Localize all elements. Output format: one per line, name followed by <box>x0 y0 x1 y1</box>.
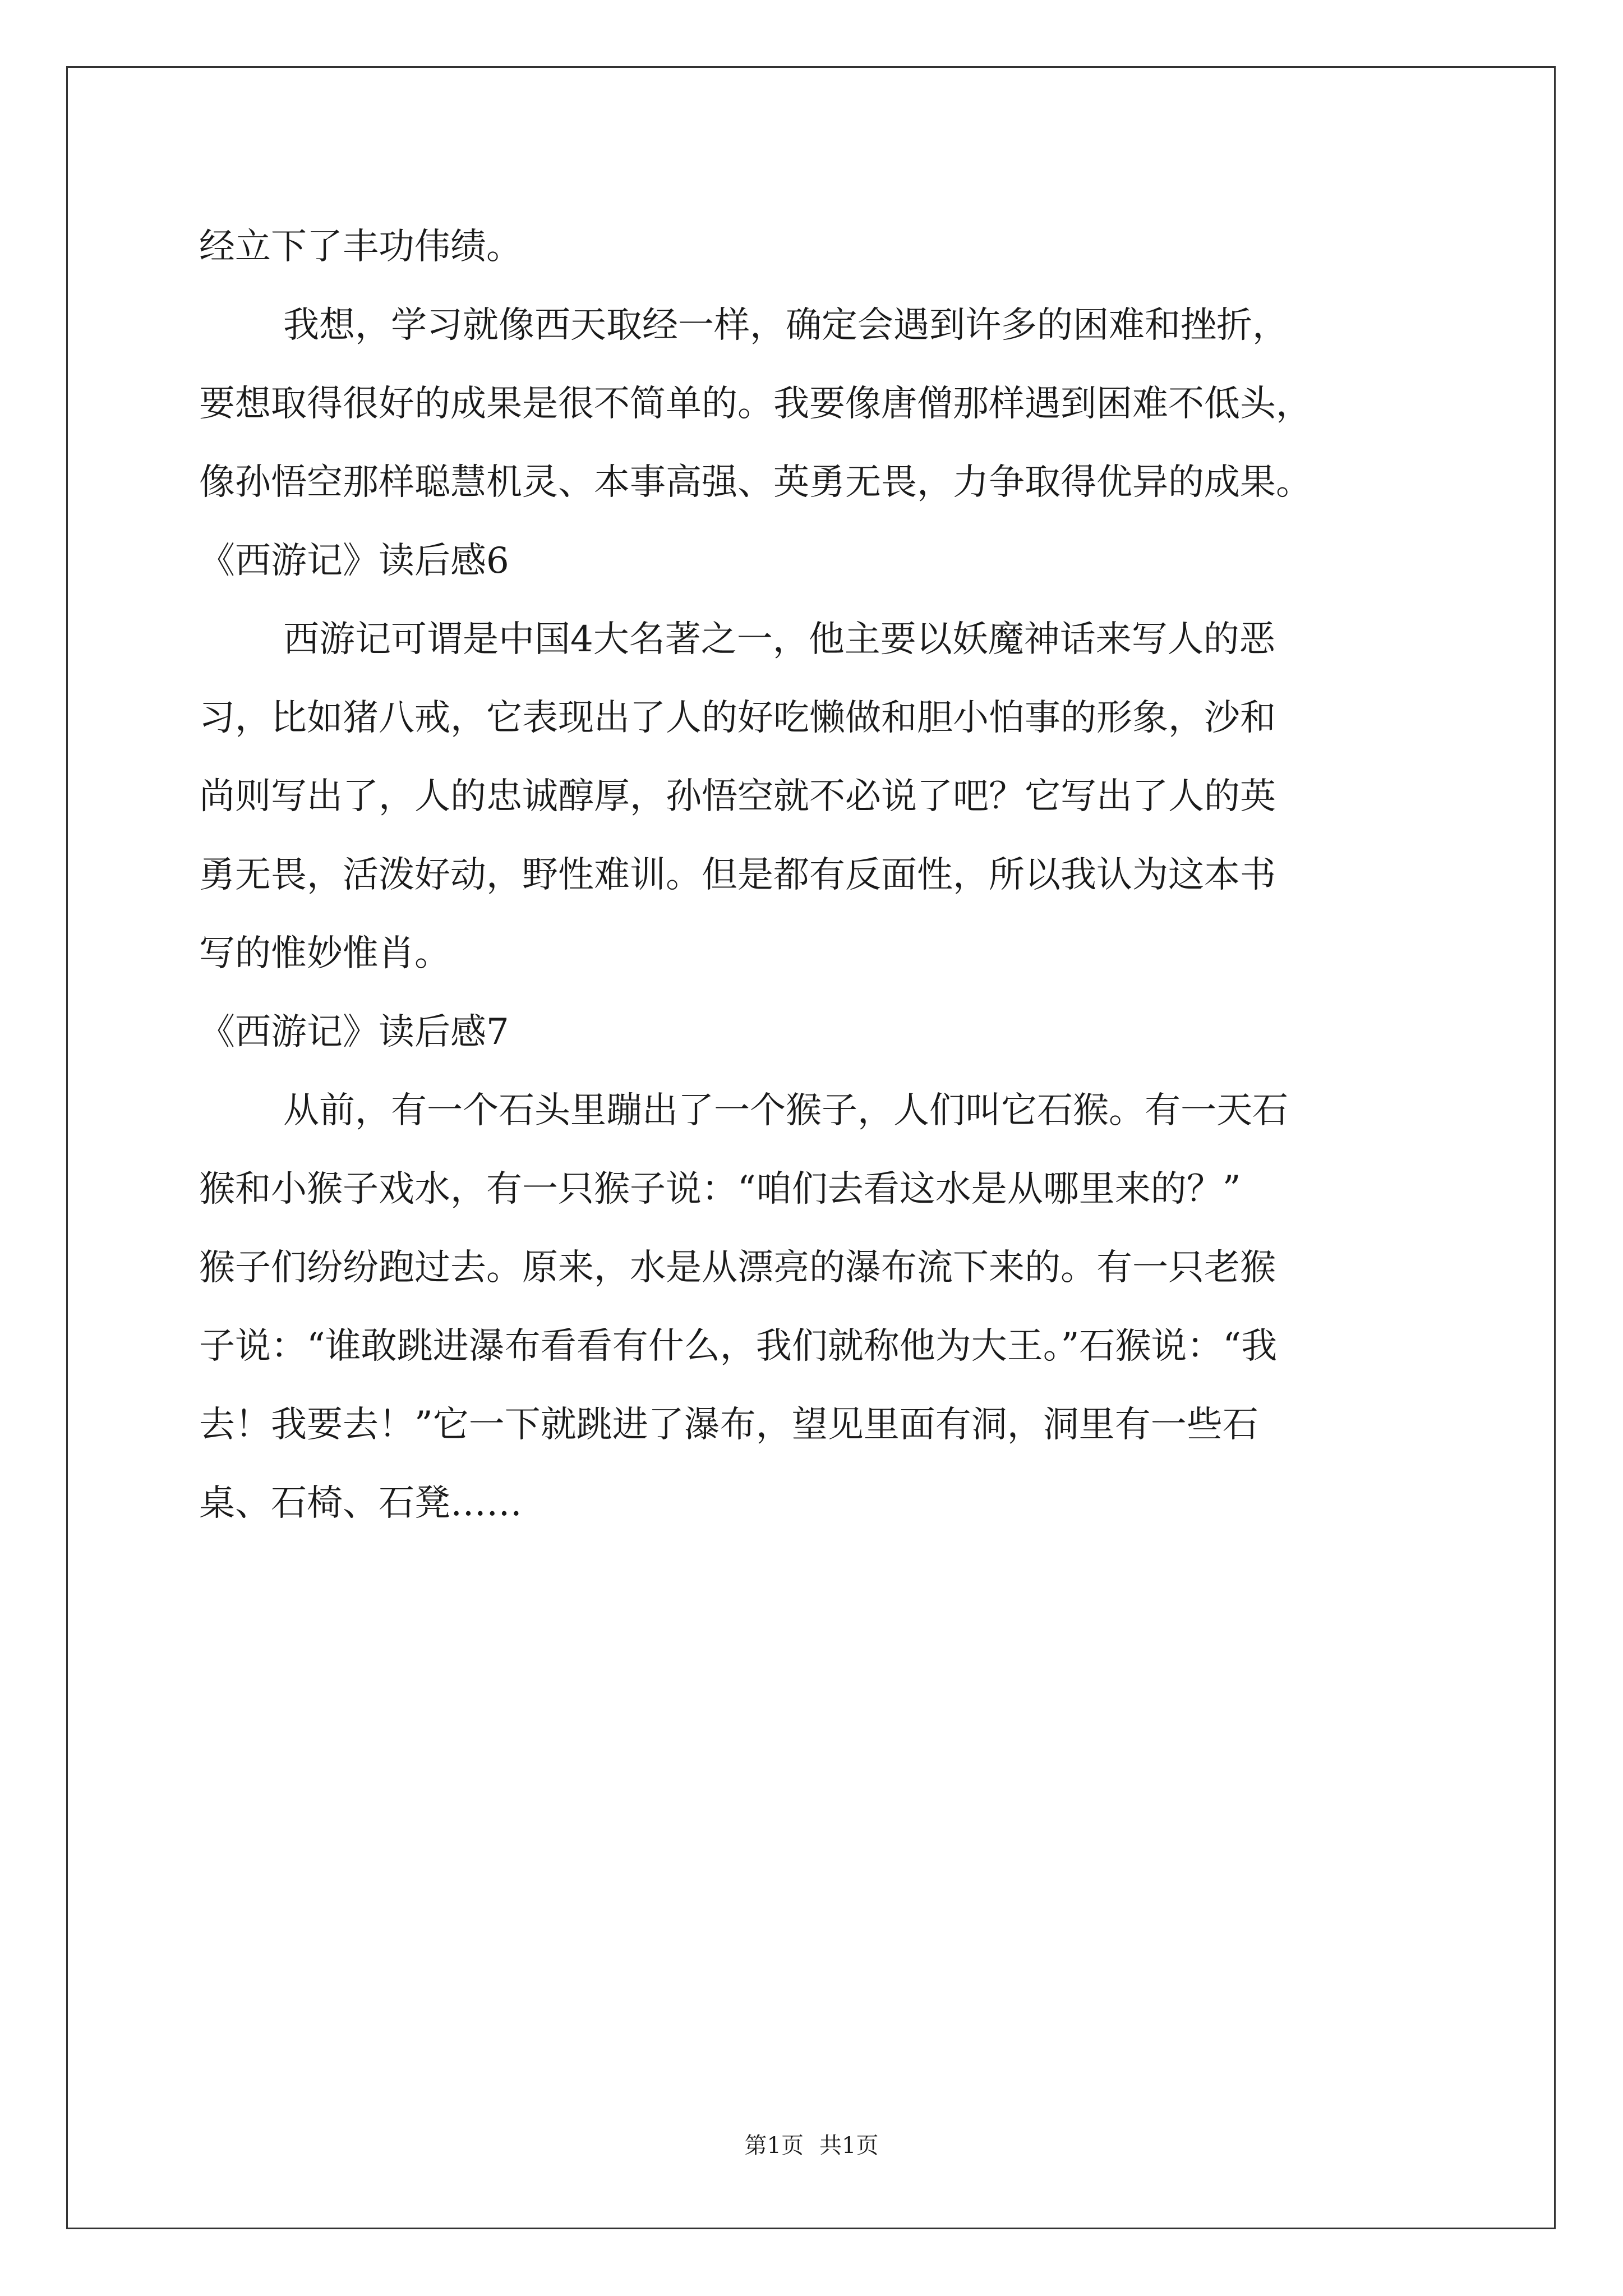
text-line-8: 尚则写出了，人的忠诚醇厚，孙悟空就不必说了吧？它写出了人的英 <box>199 776 1276 817</box>
text-line-16: 去！我要去！”它一下就跳进了瀑布，望见里面有洞，洞里有一些石 <box>199 1404 1258 1446</box>
text-line-10: 写的惟妙惟肖。 <box>199 933 450 974</box>
section-heading-7: 《西游记》读后感7 <box>199 1011 509 1053</box>
page-footer <box>0 2132 1623 2160</box>
text-line-12: 从前，有一个石头里蹦出了一个猴子，人们叫它石猴。有一天石 <box>283 1090 1288 1131</box>
text-line-17: 桌、石椅、石凳…… <box>199 1483 522 1524</box>
text-line-2: 我想，学习就像西天取经一样，确定会遇到许多的困难和挫折， <box>283 305 1288 346</box>
text-line-9: 勇无畏，活泼好动，野性难训。但是都有反面性，所以我认为这本书 <box>199 854 1276 896</box>
page-number: 第1页 <box>744 2133 804 2159</box>
text-line-15: 子说：“谁敢跳进瀑布看看有什么，我们就称他为大王。”石猴说：“我 <box>199 1326 1278 1367</box>
text-line-1: 经立下了丰功伟绩。 <box>199 226 522 268</box>
text-line-13: 猴和小猴子戏水，有一只猴子说：“咱们去看这水是从哪里来的？” <box>199 1168 1241 1210</box>
text-line-3: 要想取得很好的成果是很不简单的。我要像唐僧那样遇到困难不低头， <box>199 383 1312 425</box>
text-line-14: 猴子们纷纷跑过去。原来，水是从漂亮的瀑布流下来的。有一只老猴 <box>199 1247 1276 1289</box>
section-heading-6: 《西游记》读后感6 <box>199 540 509 582</box>
page-total: 共1页 <box>819 2133 879 2159</box>
text-line-4: 像孙悟空那样聪慧机灵、本事高强、英勇无畏，力争取得优异的成果。 <box>199 462 1312 503</box>
text-line-7: 习，比如猪八戒，它表现出了人的好吃懒做和胆小怕事的形象，沙和 <box>199 697 1276 739</box>
text-line-6: 西游记可谓是中国4大名著之一，他主要以妖魔神话来写人的恶 <box>283 619 1275 660</box>
